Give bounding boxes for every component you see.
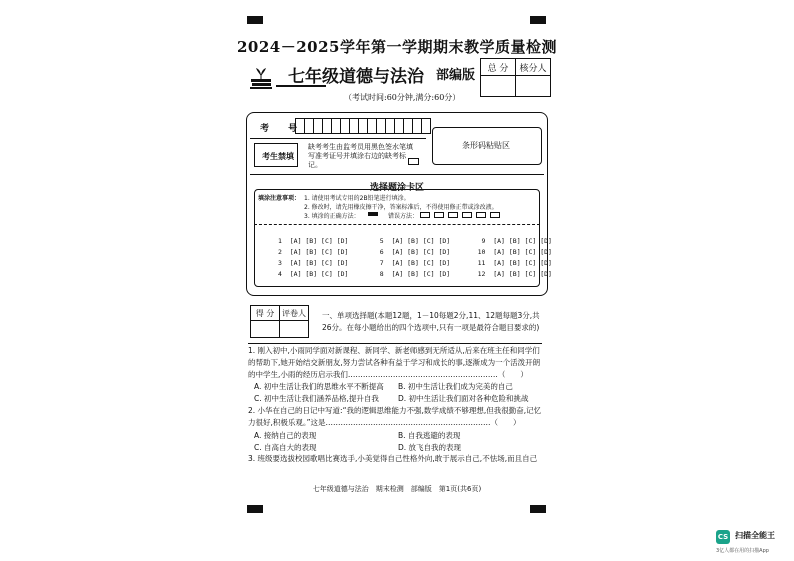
wrong-fill-sample	[490, 212, 500, 218]
correct-fill-sample	[368, 212, 378, 216]
section-score-table	[250, 305, 309, 338]
wrong-fill-sample	[462, 212, 472, 218]
q2-option-a: A. 接纳自己的表现	[254, 431, 317, 440]
forbidden-text: 缺考考生由监考员用黑色签水笔填写准考证号并填涂右边的缺考标记。	[308, 143, 413, 169]
page-footer: 七年级道德与法治 期末检测 部编版 第1页(共6页)	[312, 485, 482, 493]
section-title: 一、单项选择题(本题12题，1－10每题2分,11、12题每题3分,共26分。在每小题给出的四个选项中,只有一项是最符合题目要求的)	[322, 311, 540, 332]
divider	[248, 343, 542, 344]
wrong-fill-sample	[420, 212, 430, 218]
wrong-fill-sample	[476, 212, 486, 218]
question-2: 2. 小华在自己的日记中写道:“我的逻辑思维能力不强,数学成绩不够理想,但我很勤奋,记忆力很好,积极乐观。”这是…………………………………………………………（ ）	[248, 406, 542, 427]
q2-option-c: C. 自高自大的表现	[254, 443, 317, 452]
wrong-fill-sample	[448, 212, 458, 218]
book-plant-icon	[248, 66, 274, 90]
exam-info: （考试时间:60分钟,满分:60分）	[344, 93, 461, 102]
note-4: 错误方法：	[388, 213, 419, 220]
answer-row[interactable]: 3 [A] [B] [C] [D] 7 [A] [B] [C] [D] 11 [A] [B] [C] [D]	[278, 259, 552, 267]
q2-option-b: B. 自我逃避的表现	[398, 431, 461, 440]
edition-label: 部编版	[436, 68, 476, 83]
question-3: 3. 班级要选拔校园歌唱比赛选手,小美觉得自己性格外向,敢于展示自己,不怯场,而且自己	[248, 454, 538, 463]
registration-mark	[530, 16, 546, 24]
reviewer-header: 评卷人	[280, 306, 309, 321]
checker-header: 核分人	[516, 59, 551, 76]
registration-mark	[247, 505, 263, 513]
question-1: 1. 刚入初中,小雨同学面对新课程、新同学、新老师感到无所适从,后来在班主任和同学们的帮助下,她开始结交新朋友,努力尝试各种有益于学习和成长的事,逐渐成为一个活泼开朗的中学生,小雨的经历启示我们……………………………………………………（ ）	[248, 346, 541, 379]
divider	[254, 224, 540, 226]
page-title: 2024－2025学年第一学期期末教学质量检测	[237, 38, 557, 56]
divider	[250, 138, 426, 139]
wrong-fill-sample	[434, 212, 444, 218]
q1-option-d: D. 初中生活让我们面对各种危险和挑战	[398, 394, 529, 403]
forbidden-label: 考生禁填	[262, 151, 294, 161]
score-cell[interactable]	[251, 321, 280, 338]
exam-number-grid[interactable]	[296, 118, 431, 134]
subject-title: 七年级道德与法治	[288, 67, 424, 87]
note-1: 1. 请使用考试专用的2B铅笔进行填涂。	[304, 195, 410, 202]
scanner-logo-icon: CS	[716, 530, 730, 544]
q1-option-b: B. 初中生活让我们成为完美的自己	[398, 382, 513, 391]
q2-option-d: D. 放飞自我的表现	[398, 443, 462, 452]
answer-row[interactable]: 2 [A] [B] [C] [D] 6 [A] [B] [C] [D] 10 [A] [B] [C] [D]	[278, 248, 552, 256]
answer-row[interactable]: 1 [A] [B] [C] [D] 5 [A] [B] [C] [D] 9 [A] [B] [C] [D]	[278, 237, 552, 245]
scanner-app-name: 扫描全能王	[735, 531, 775, 540]
score-header: 得 分	[251, 306, 280, 321]
total-score-header: 总 分	[481, 59, 516, 76]
barcode-label: 条形码粘贴区	[462, 141, 510, 150]
note-2: 2. 修改时，请先用橡皮擦干净，答案标准后，不得使用修正带或涂改液。	[304, 204, 498, 211]
scanner-slogan: 3亿人都在用的扫描App	[716, 548, 769, 554]
checker-cell[interactable]	[516, 76, 551, 97]
note-3: 3. 填涂的正确方法：	[304, 213, 360, 220]
absent-mark-box[interactable]	[408, 158, 419, 165]
total-score-cell[interactable]	[481, 76, 516, 97]
q1-option-c: C. 初中生活让我们涵养品格,提升自我	[254, 394, 379, 403]
q1-option-a: A. 初中生活让我们的思维水平不断提高	[254, 382, 384, 391]
notes-label: 填涂注意事项：	[258, 195, 301, 202]
registration-mark	[247, 16, 263, 24]
answer-row[interactable]: 4 [A] [B] [C] [D] 8 [A] [B] [C] [D] 12 [A] [B] [C] [D]	[278, 270, 552, 278]
total-score-table	[480, 58, 551, 97]
divider	[250, 174, 544, 175]
mcq-title: 选择题涂卡区	[369, 183, 424, 193]
registration-mark	[530, 505, 546, 513]
reviewer-cell[interactable]	[280, 321, 309, 338]
exam-number-label: 考 号	[260, 124, 306, 134]
